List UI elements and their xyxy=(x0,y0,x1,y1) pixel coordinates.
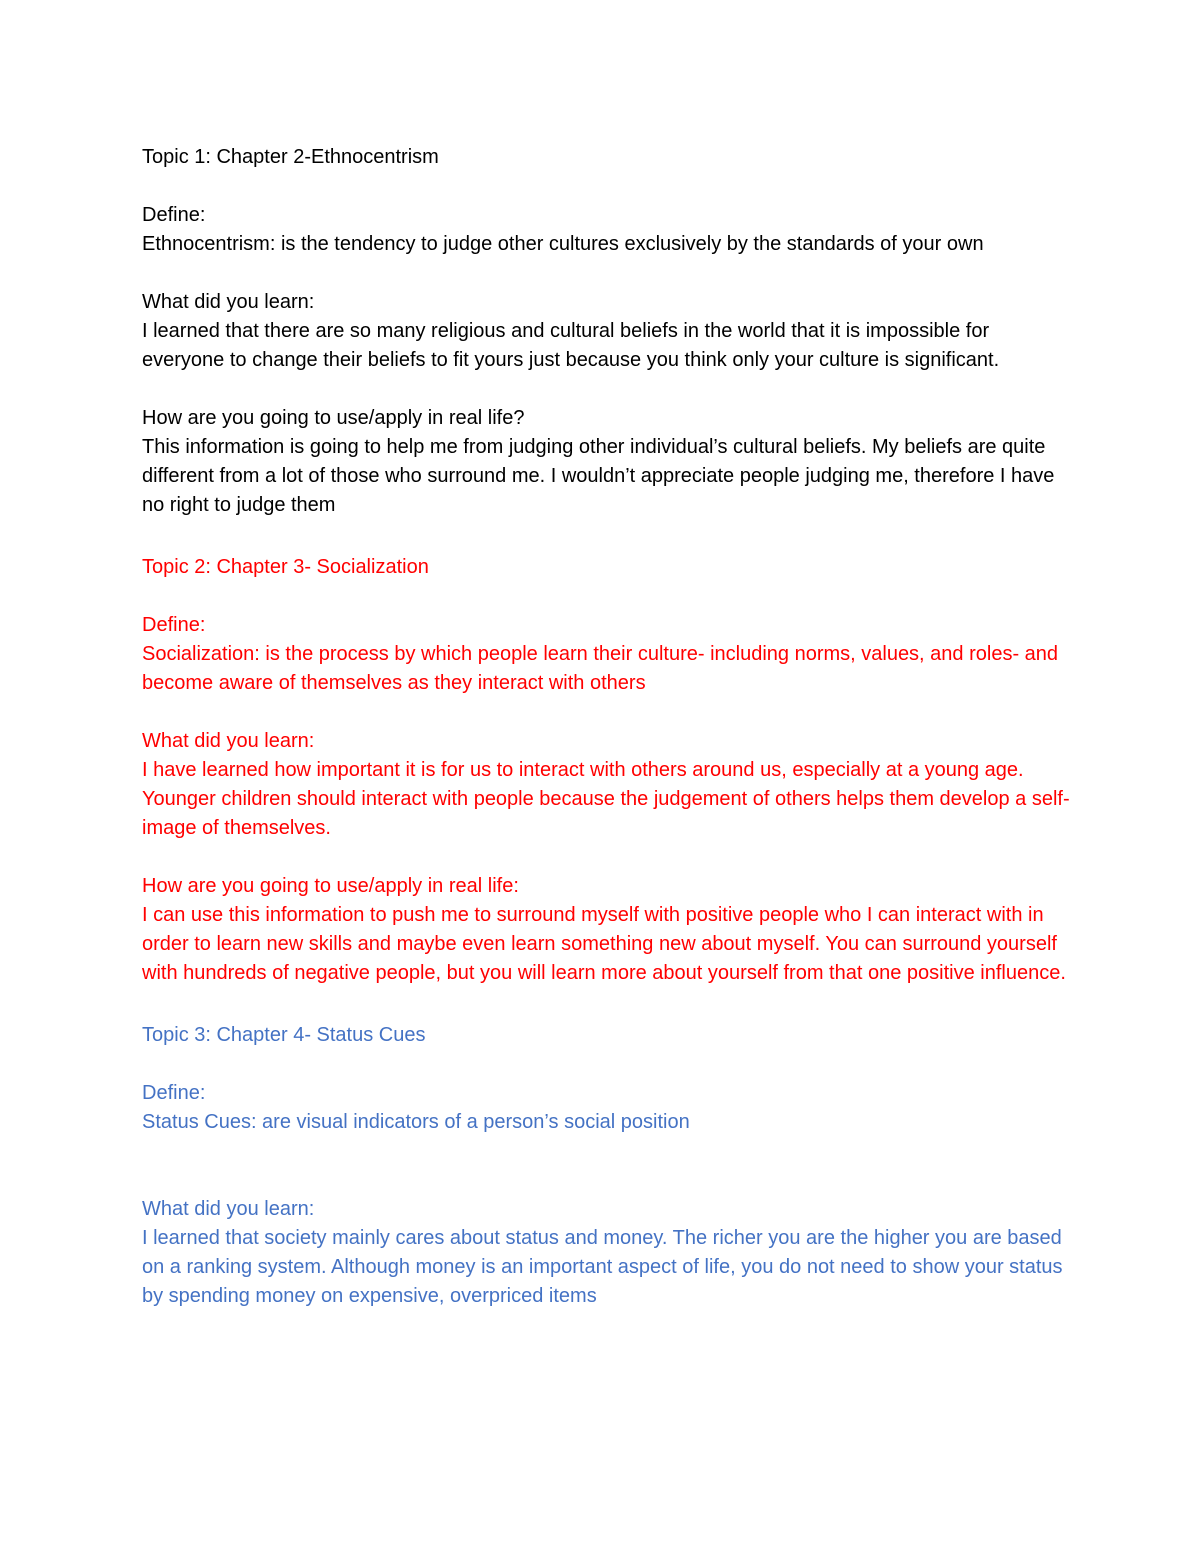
topic-2-heading: Topic 2: Chapter 3- Socialization xyxy=(142,556,429,578)
topic-2-learn-label: What did you learn: xyxy=(142,730,315,752)
topic-2-definition: Socialization: is the process by which people learn their culture- including norms, values, and roles- and become aware of themselves as they interact with others xyxy=(142,643,1059,694)
document-body xyxy=(142,143,1072,1311)
topic-2-apply-label: How are you going to use/apply in real life: xyxy=(142,875,519,897)
topic-2-define-label: Define: xyxy=(142,614,206,636)
topic-3-learn-text: I learned that society mainly cares about status and money. The richer you are the higher you are based on a ranking system. Although money is an important aspect of life, you do not need to show your status by spending money on expensive, overpriced items xyxy=(142,1227,1063,1307)
topic-3-heading: Topic 3: Chapter 4- Status Cues xyxy=(142,1024,426,1046)
topic-3-definition: Status Cues: are visual indicators of a person’s social position xyxy=(142,1111,690,1133)
topic-2-learn-text: I have learned how important it is for us to interact with others around us, especially at a young age. Younger children should interact with people because the judgement of others helps them develop a self-image of themselves. xyxy=(142,759,1070,839)
topic-3-section xyxy=(142,1021,1072,1311)
topic-1-learn-text: I learned that there are so many religious and cultural beliefs in the world that it is impossible for everyone to change their beliefs to fit yours just because you think only your culture is significant. xyxy=(142,320,1000,371)
topic-1-section xyxy=(142,143,1072,520)
topic-1-definition: Ethnocentrism: is the tendency to judge other cultures exclusively by the standards of your own xyxy=(142,233,984,255)
topic-3-learn-label: What did you learn: xyxy=(142,1198,315,1220)
topic-1-apply-label: How are you going to use/apply in real life? xyxy=(142,407,525,429)
topic-2-section xyxy=(142,553,1072,988)
topic-1-apply-text: This information is going to help me from judging other individual’s cultural beliefs. My beliefs are quite different from a lot of those who surround me. I wouldn’t appreciate people judging me, therefore I have no right to judge them xyxy=(142,436,1055,516)
topic-2-apply-text: I can use this information to push me to surround myself with positive people who I can interact with in order to learn new skills and maybe even learn something new about myself. You can surround yourself with hundreds of negative people, but you will learn more about yourself from that one positive influence. xyxy=(142,904,1066,984)
topic-1-heading: Topic 1: Chapter 2-Ethnocentrism xyxy=(142,146,439,168)
topic-1-define-label: Define: xyxy=(142,204,206,226)
topic-1-learn-label: What did you learn: xyxy=(142,291,315,313)
topic-3-define-label: Define: xyxy=(142,1082,206,1104)
